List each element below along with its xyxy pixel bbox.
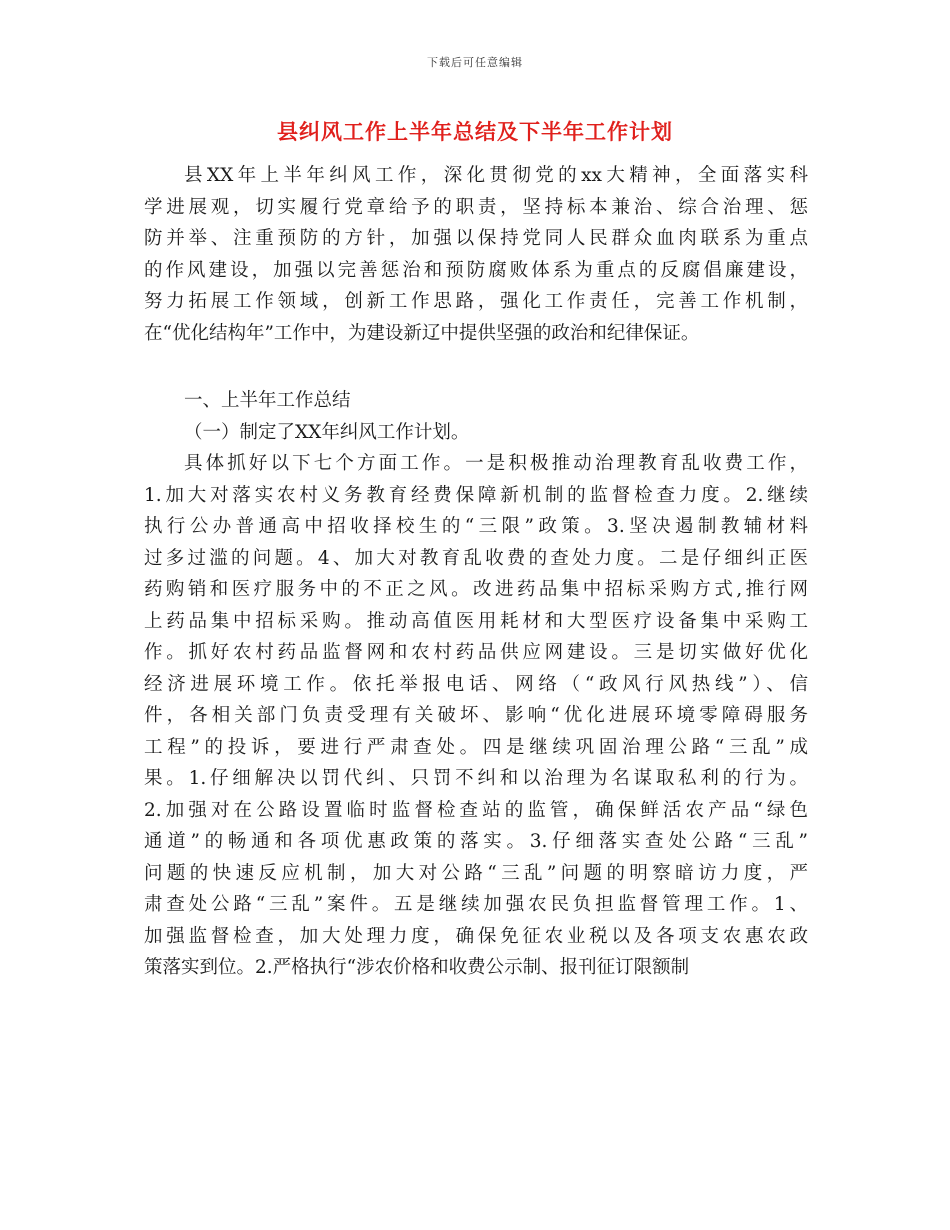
paragraph-line: 一、上半年工作总结 bbox=[184, 390, 351, 411]
paragraph-line: 果。1.仔细解决以罚代纠、只罚不纠和以治理为名谋取私利的行为。 bbox=[144, 768, 808, 789]
paragraph-line: 问题的快速反应机制，加大对公路“三乱”问题的明察暗访力度，严 bbox=[144, 862, 808, 884]
paragraph-line: 努力拓展工作领域，创新工作思路，强化工作责任，完善工作机制， bbox=[144, 291, 808, 312]
paragraph-line: 药购销和医疗服务中的不正之风。改进药品集中招标采购方式,推行网 bbox=[144, 579, 808, 600]
paragraph-line: 策落实到位。2.严格执行“涉农价格和收费公示制、报刊征订限额制 bbox=[144, 957, 690, 978]
paragraph-line: 工程”的投诉，要进行严肃查处。四是继续巩固治理公路“三乱”成 bbox=[144, 736, 808, 758]
paragraph-line: 上药品集中招标采购。推动高值医用耗材和大型医疗设备集中采购工 bbox=[144, 610, 808, 632]
paragraph-line: 肃查处公路“三乱”案件。五是继续加强农民负担监督管理工作。1、 bbox=[144, 894, 808, 915]
paragraph-line: 1.加大对落实农村义务教育经费保障新机制的监督检查力度。2.继续 bbox=[144, 484, 808, 506]
paragraph-line: 在“优化结构年”工作中，为建设新辽中提供坚强的政治和纪律保证。 bbox=[144, 322, 700, 344]
paragraph-line: （一）制定了XX年纠风工作计划。 bbox=[184, 421, 470, 443]
document-title: 县纠风工作上半年总结及下半年工作计划 bbox=[277, 119, 673, 144]
paragraph-line: 具体抓好以下七个方面工作。一是积极推动治理教育乱收费工作， bbox=[184, 453, 808, 474]
paragraph-line: 执行公办普通高中招收择校生的“三限”政策。3.坚决遏制教辅材料 bbox=[144, 516, 808, 537]
paragraph-line: 通道”的畅通和各项优惠政策的落实。3.仔细落实查处公路“三乱” bbox=[144, 831, 808, 852]
paragraph-line: 件，各相关部门负责受理有关破坏、影响“优化进展环境零障碍服务 bbox=[144, 705, 808, 726]
paragraph-line: 的作风建设，加强以完善惩治和预防腐败体系为重点的反腐倡廉建设， bbox=[144, 259, 808, 281]
paragraph-gap bbox=[144, 349, 808, 385]
paragraph-line: 2.加强对在公路设置临时监督检查站的监管，确保鲜活农产品“绿色 bbox=[144, 799, 808, 821]
document-body bbox=[144, 160, 808, 984]
paragraph-line: 作。抓好农村药品监督网和农村药品供应网建设。三是切实做好优化 bbox=[144, 642, 808, 663]
paragraph-line: 学进展观，切实履行党章给予的职责，坚持标本兼治、综合治理、惩 bbox=[144, 196, 808, 218]
paragraph-line: 经济进展环境工作。依托举报电话、网络（“政风行风热线”）、信 bbox=[144, 673, 808, 695]
paragraph-line: 过多过滥的问题。4、加大对教育乱收费的查处力度。二是仔细纠正医 bbox=[144, 547, 808, 569]
paragraph-line: 县XX年上半年纠风工作，深化贯彻党的xx大精神，全面落实科 bbox=[184, 165, 808, 186]
paragraph-line: 加强监督检查，加大处理力度，确保免征农业税以及各项支农惠农政 bbox=[144, 925, 808, 947]
paragraph-line: 防并举、注重预防的方针，加强以保持党同人民群众血肉联系为重点 bbox=[144, 228, 808, 249]
header-note: 下载后可任意编辑 bbox=[427, 56, 523, 69]
